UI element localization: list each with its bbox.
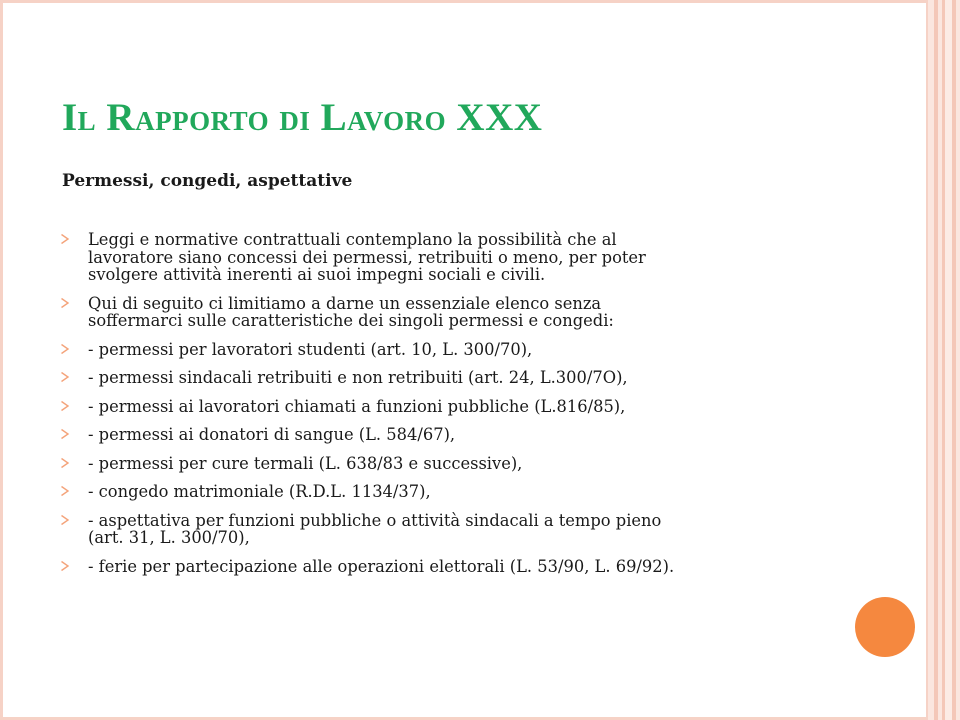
bullet-marker-icon [60,514,70,526]
bullet-item [60,231,860,284]
bullet-marker-icon [60,560,70,572]
slide-subtitle: Permessi, congedi, aspettative [62,171,353,191]
accent-circle [855,597,915,657]
bullet-list [60,231,860,575]
bullet-item [60,426,860,444]
bullet-marker-icon [60,233,70,245]
bullet-item [60,369,860,387]
decorative-stripes [926,0,960,720]
bullet-item [60,483,860,501]
bullet-text: - permessi ai donatori di sangue (L. 584/67), [88,425,456,444]
bullet-text: - aspettativa per funzioni pubbliche o attività sindacali a tempo pieno (art. 31, L. 300/70), [88,510,662,547]
bullet-text: Qui di seguito ci limitiamo a darne un essenziale elenco senza soffermarci sulle caratteristiche dei singoli permessi e congedi: [88,293,614,330]
bullet-text: - permessi per cure termali (L. 638/83 e successive), [88,453,523,473]
bullet-item [60,512,860,547]
bullet-marker-icon [60,371,70,383]
bullet-text: - ferie per partecipazione alle operazioni elettorali (L. 53/90, L. 69/92). [88,556,675,576]
bullet-text: - permessi per lavoratori studenti (art. 10, L. 300/70), [88,339,533,359]
bullet-item [60,341,860,359]
bullet-text: Leggi e normative contrattuali contemplano la possibilità che al lavoratore siano concessi dei permessi, retribuiti o meno, per poter svolgere attività inerenti ai suoi impegni sociali e civili. [88,230,646,284]
bullet-marker-icon [60,428,70,440]
bullet-marker-icon [60,343,70,355]
bullet-text: - permessi sindacali retribuiti e non retribuiti (art. 24, L.300/7O), [88,368,628,387]
bullet-text: - congedo matrimoniale (R.D.L. 1134/37), [88,482,431,501]
bullet-item [60,558,860,576]
slide-title: Il Rapporto di Lavoro XXX [62,96,543,139]
bullet-item [60,295,860,330]
bullet-marker-icon [60,485,70,497]
bullet-marker-icon [60,457,70,469]
bullet-item [60,398,860,416]
bullet-text: - permessi ai lavoratori chiamati a funzioni pubbliche (L.816/85), [88,396,626,416]
bullet-marker-icon [60,400,70,412]
bullet-marker-icon [60,297,70,309]
bullet-item [60,455,860,473]
